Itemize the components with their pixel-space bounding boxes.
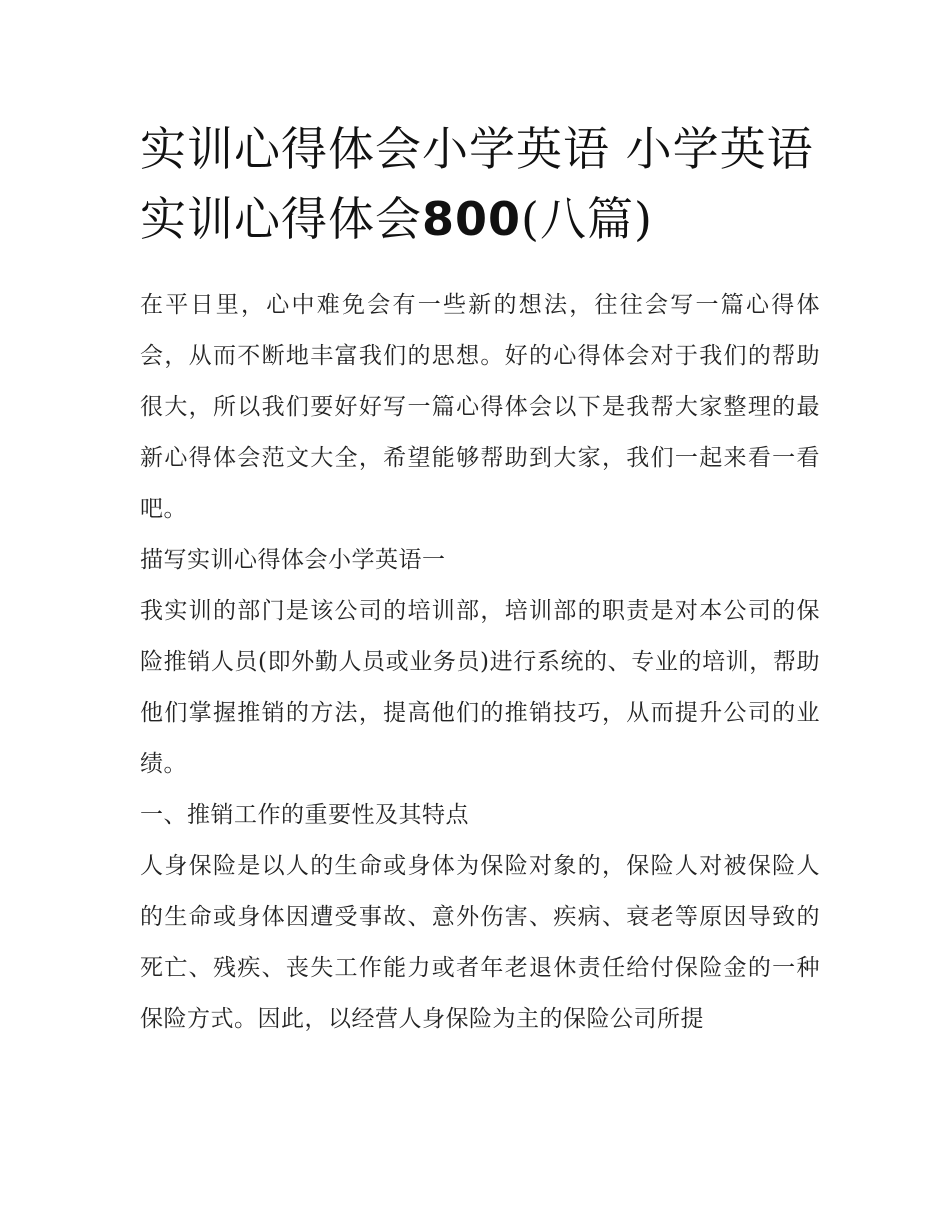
section-heading: 描写实训心得体会小学英语一: [140, 547, 446, 573]
subsection-heading: 一、推销工作的重要性及其特点: [140, 802, 469, 828]
title-text-part2: (八篇): [521, 192, 653, 246]
body-paragraph: 我实训的部门是该公司的培训部，培训部的职责是对本公司的保险推销人员(即外勤人员或业务员)进行系统的、专业的培训，帮助他们掌握推销的方法，提高他们的推销技巧，从而提升公司的业绩。: [140, 598, 820, 777]
body-paragraph: 人身保险是以人的生命或身体为保险对象的，保险人对被保险人的生命或身体因遭受事故、意外伤害、疾病、衰老等原因导致的死亡、残疾、丧失工作能力或者年老退休责任给付保险金的一种保险方式。因此，以经营人身保险为主的保险公司所提: [140, 853, 820, 1032]
title-number: 800: [422, 192, 522, 246]
title-text-part1: 实训心得体会小学英语 小学英语实训心得体会: [140, 122, 814, 246]
document-title: [140, 114, 820, 254]
document-body: [140, 280, 820, 1045]
intro-paragraph: 在平日里，心中难免会有一些新的想法，往往会写一篇心得体会，从而不断地丰富我们的思想。好的心得体会对于我们的帮助很大，所以我们要好好写一篇心得体会以下是我帮大家整理的最新心得体会范文大全，希望能够帮助到大家，我们一起来看一看吧。: [140, 292, 820, 522]
